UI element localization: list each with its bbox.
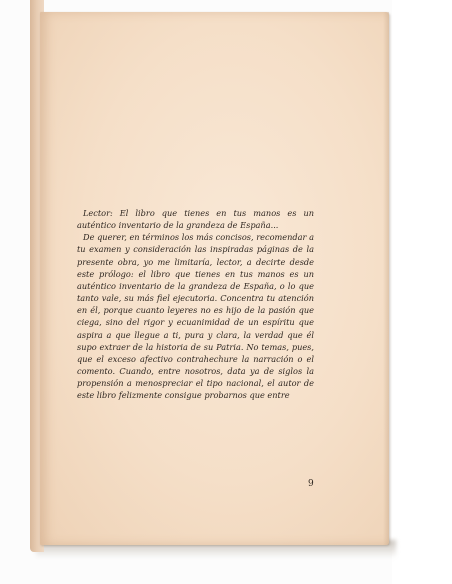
page-text (77, 207, 314, 402)
page-number: 9 (308, 479, 314, 489)
background-right (392, 0, 452, 584)
paragraph-intro: Lector: El libro que tienes en tus manos es un auténtico inventario de la grandeza de España... (77, 208, 314, 231)
paragraph-body: De querer, en términos los más concisos, recomendar a tu examen y consideración las inspiradas páginas de la presente obra, yo me limitaría, lector, a decirte desde este prólogo: el libro que tienes en tus manos es un auténtico inventario de la grandeza de España, o lo que tanto vale, su más fiel ejecutoria. Concentra tu atención en él, porque cuanto leyeres no es hijo de la pasión que ciega, sino del rigor y ecuanimidad de un espíritu que aspira a que llegue a ti, pura y clara, la verdad que él supo extraer de la historia de su Patria. No temas, pues, que el exceso afectivo contrahechure la narración o el comento. Cuando, entre nosotros, data ya de siglos la propensión a menospreciar el tipo nacional, el autor de este libro felizmente consigue probarnos que entre (77, 232, 314, 401)
